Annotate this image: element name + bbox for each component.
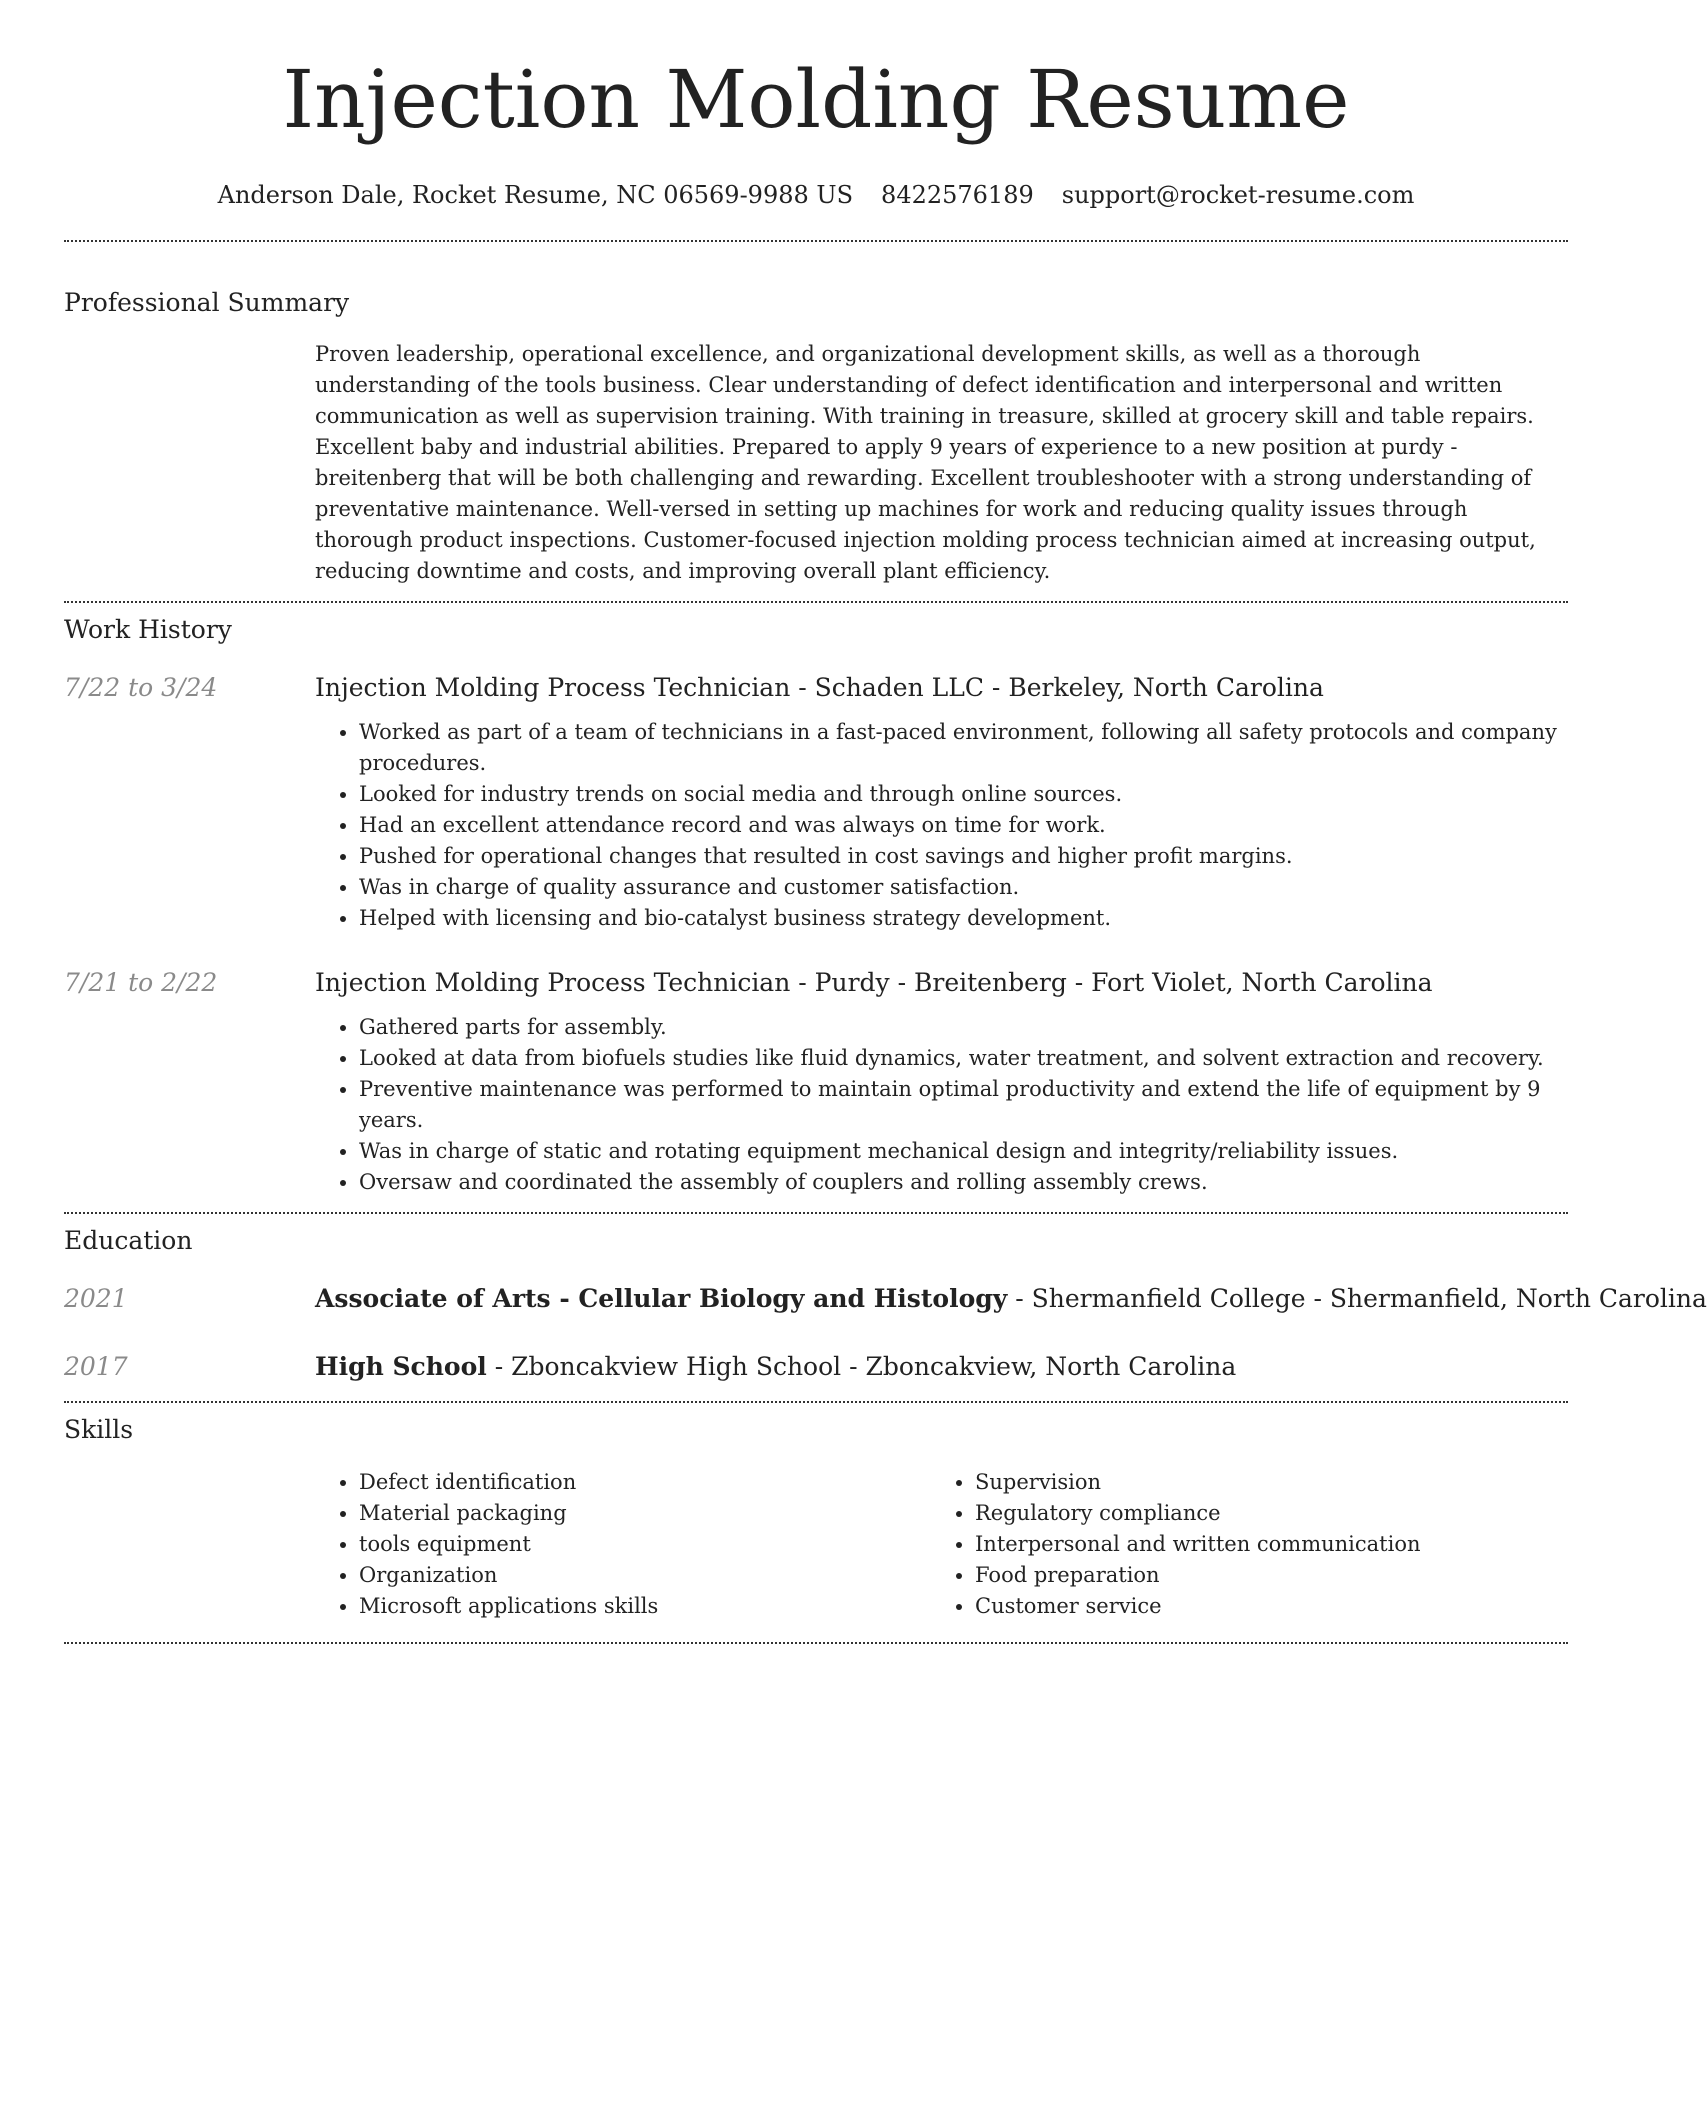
- work-section: [64, 613, 1568, 1198]
- education-year: 2017: [64, 1352, 128, 1381]
- list-item: • Was in charge of quality assurance and customer satisfaction.: [359, 872, 1568, 903]
- summary-title: Professional Summary: [64, 288, 350, 317]
- divider: [64, 1642, 1568, 1644]
- education-heading: [315, 1350, 1568, 1384]
- education-entry: [64, 1350, 1568, 1384]
- job-role: Injection Molding Process Technician: [315, 673, 791, 702]
- contact-phone: 8422576189: [881, 181, 1034, 209]
- education-title: Education: [64, 1226, 193, 1255]
- job-heading: [315, 966, 1568, 1000]
- education-degree: Associate of Arts - Cellular Biology and Histology: [315, 1284, 1008, 1313]
- education-year: 2021: [64, 1284, 128, 1313]
- list-item: • Looked for industry trends on social media and through online sources.: [359, 779, 1568, 810]
- contact-line: [64, 178, 1568, 212]
- list-item: • Food preparation: [975, 1560, 1421, 1591]
- separator: -: [1007, 1284, 1032, 1313]
- contact-email: support@rocket-resume.com: [1061, 181, 1415, 209]
- list-item: • tools equipment: [359, 1529, 931, 1560]
- skills-title: Skills: [64, 1415, 134, 1444]
- summary-text: Proven leadership, operational excellence, and organizational development skills, as well as a thorough understanding of the tools business. Clear understanding of defect identification and interpersonal and written communication as well as supervision training. With training in treasure, skilled at grocery skill and table repairs. Excellent baby and industrial abilities. Prepared to apply 9 years of experience to a new position at purdy - breitenberg that will be both challenging and rewarding. Excellent troubleshooter with a strong understanding of preventative maintenance. Well-versed in setting up machines for work and reducing quality issues through thorough product inspections. Customer-focused injection molding process technician aimed at increasing output, reducing downtime and costs, and improving overall plant efficiency.: [315, 342, 1536, 583]
- list-item: • Interpersonal and written communication: [975, 1529, 1421, 1560]
- education-entry: [64, 1282, 1707, 1316]
- divider: [64, 240, 1568, 242]
- resume-page: [64, 0, 1707, 1644]
- job-dates: 7/22 to 3/24: [64, 673, 218, 702]
- skills-section: [64, 1413, 1568, 1622]
- list-item: • Defect identification: [359, 1467, 931, 1498]
- list-item: • Gathered parts for assembly.: [359, 1012, 1568, 1043]
- list-item: • Organization: [359, 1560, 931, 1591]
- education-school: Zboncakview High School - Zboncakview, North Carolina: [511, 1352, 1237, 1381]
- separator: -: [790, 673, 815, 702]
- contact-address: Anderson Dale, Rocket Resume, NC 06569-9988 US: [217, 181, 854, 209]
- list-item: • Customer service: [975, 1591, 1421, 1622]
- summary-section: [64, 286, 1568, 587]
- list-item: • Supervision: [975, 1467, 1421, 1498]
- list-item: • Was in charge of static and rotating equipment mechanical design and integrity/reliability issues.: [359, 1136, 1568, 1167]
- job-role: Injection Molding Process Technician: [315, 968, 791, 997]
- list-item: • Helped with licensing and bio-catalyst business strategy development.: [359, 903, 1568, 934]
- education-section: [64, 1224, 1707, 1384]
- work-title: Work History: [64, 615, 232, 644]
- job-employer: Schaden LLC - Berkeley, North Carolina: [814, 673, 1324, 702]
- skills-column-left: [315, 1467, 931, 1622]
- list-item: • Had an excellent attendance record and was always on time for work.: [359, 810, 1568, 841]
- job-entry: [64, 671, 1568, 934]
- job-entry: [64, 966, 1568, 1198]
- resume-title: Injection Molding Resume: [282, 53, 1350, 146]
- list-item: • Microsoft applications skills: [359, 1591, 931, 1622]
- job-employer: Purdy - Breitenberg - Fort Violet, North Carolina: [814, 968, 1433, 997]
- job-dates: 7/21 to 2/22: [64, 968, 218, 997]
- divider: [64, 1401, 1568, 1403]
- list-item: • Material packaging: [359, 1498, 931, 1529]
- list-item: • Preventive maintenance was performed to maintain optimal productivity and extend the life of equipment by 9 years.: [359, 1074, 1568, 1136]
- skills-list: [315, 1467, 1568, 1622]
- education-heading: [315, 1282, 1707, 1316]
- divider: [64, 601, 1568, 603]
- separator: -: [486, 1352, 512, 1381]
- job-bullets: [315, 717, 1568, 934]
- separator: -: [790, 968, 815, 997]
- job-heading: [315, 671, 1568, 705]
- list-item: • Regulatory compliance: [975, 1498, 1421, 1529]
- list-item: • Worked as part of a team of technicians in a fast-paced environment, following all safety protocols and company procedures.: [359, 717, 1568, 779]
- divider: [64, 1212, 1568, 1214]
- education-degree: High School: [315, 1352, 487, 1381]
- job-bullets: [315, 1012, 1568, 1198]
- list-item: • Looked at data from biofuels studies like fluid dynamics, water treatment, and solvent extraction and recovery.: [359, 1043, 1568, 1074]
- list-item: • Pushed for operational changes that resulted in cost savings and higher profit margins.: [359, 841, 1568, 872]
- education-school: Shermanfield College - Shermanfield, North Carolina: [1031, 1284, 1707, 1313]
- list-item: • Oversaw and coordinated the assembly of couplers and rolling assembly crews.: [359, 1167, 1568, 1198]
- skills-column-right: [931, 1467, 1421, 1622]
